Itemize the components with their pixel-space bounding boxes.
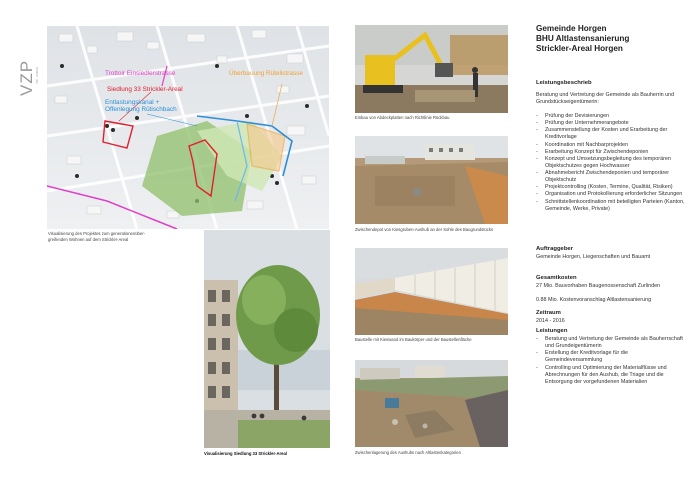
leistungsbeschrieb-title: Leistungsbeschrieb — [536, 80, 592, 86]
logo-mark: VZP — [17, 59, 36, 96]
rubble-image — [355, 360, 508, 447]
auftraggeber-text: Gemeinde Horgen, Liegenschaften und Bauamt — [536, 254, 651, 260]
caption-render: Visualisierung Siedlung 33 Strickler-Areal — [204, 451, 288, 456]
list-item: - Erstellung der Kreditvorlage für die Gemeindeversammlung — [536, 350, 686, 364]
list-item: - Abnahmebericht Zwischendeponien und temporärer Objektschutz — [536, 170, 686, 184]
leistungen-title: Leistungen — [536, 328, 568, 334]
list-item: - Erarbeitung Konzept für Zwischendeponien — [536, 149, 686, 156]
project-title — [536, 24, 686, 54]
render-image — [204, 230, 330, 448]
map-graphic — [47, 26, 329, 229]
caption-fence: Baustelle mit Kieswand im Baukörper und der Baustellenfläche — [355, 337, 472, 342]
project-map — [47, 26, 329, 229]
label-trottoir: Trottoir Einsiedlerstrasse — [105, 70, 176, 77]
auftraggeber-title: Auftraggeber — [536, 246, 573, 252]
pit-image — [355, 136, 508, 224]
leistungsbeschrieb-list — [536, 113, 686, 213]
list-item: - Controlling und Optimierung der Materialflüsse und Abrechnungen für den Aushub, die Triage und die Entsorgung der vorgefundenen Materialien — [536, 365, 686, 386]
zeitraum-text: 2014 - 2016 — [536, 318, 565, 324]
list-item: - Beratung und Vertretung der Gemeinde als Bauherrschaft und Grundeigentümerin — [536, 336, 686, 350]
gesamtkosten-title: Gesamtkosten — [536, 275, 577, 281]
caption-pit: Zwischendepot von Kiesgruben-Aushub an der Sohle des Baugrundstücks — [355, 227, 494, 232]
vzp-logo-icon — [16, 38, 40, 98]
excavator-photo — [355, 25, 508, 113]
zeitraum-title: Zeitraum — [536, 310, 561, 316]
list-item: - Konzept und Umsetzungsbegleitung des temporären Objektschutzes gegen Hochwasser — [536, 156, 686, 170]
leistungen-list — [536, 336, 686, 386]
caption-excavator: Einbau von Abdeckplatten nach Richtlinie Rückbau — [355, 115, 450, 120]
caption-map: Visualisierung des Projektes zum generationenüber- greifenden Wohnen auf dem Strickler-Areal — [48, 231, 145, 242]
list-item: - Projektcontrolling (Kosten, Termine, Qualität, Risiken) — [536, 184, 686, 191]
pit-photo — [355, 136, 508, 224]
logo-sub: VZP · ZÜRICH — [36, 66, 39, 84]
label-kanal: Entlastungskanal + Offenlegung Rütischbach — [105, 99, 177, 114]
gesamtkosten-line-2: 0.88 Mio. Kostenvoranschlag Altlastensanierung — [536, 297, 652, 303]
leistungsbeschrieb-intro: Beratung und Vertretung der Gemeinde als Bauherrin und Grundstückseigentümerin: — [536, 92, 675, 106]
gesamtkosten-line-1: 27 Mio. Bauvorhaben Baugenossenschaft Zurlinden — [536, 283, 661, 289]
title-line-1: Gemeinde Horgen — [536, 24, 607, 33]
list-item: - Prüfung der Devisierungen — [536, 113, 686, 120]
list-item: - Zusammenstellung der Kosten und Erarbeitung der Kreditvorlage — [536, 127, 686, 141]
label-siedlung: Siedlung 33 Strickler-Areal — [107, 86, 183, 93]
list-item: - Schnittstellenkoordination mit beteiligten Parteien (Kanton, Gemeinde, Werke, Private) — [536, 199, 686, 213]
list-item: - Organisation und Protokollierung erforderlicher Sitzungen — [536, 191, 686, 198]
fence-photo — [355, 248, 508, 335]
title-line-2: BHU Altlastensanierung — [536, 33, 630, 43]
list-item: - Prüfung der Unternehmerangebote — [536, 120, 686, 127]
caption-rubble: Zwischenlagerung des Aushubs nach Altlastenkategorien — [355, 450, 461, 455]
rubble-photo — [355, 360, 508, 447]
title-line-3: Strickler-Areal Horgen — [536, 43, 623, 53]
label-ueberbauung: Überbauung Rütelistrasse — [229, 70, 303, 77]
render-photo — [204, 230, 330, 448]
fence-image — [355, 248, 508, 335]
list-item: - Koordination mit Nachbarprojekten — [536, 142, 686, 149]
excavator-image — [355, 25, 508, 113]
logo — [16, 38, 40, 98]
